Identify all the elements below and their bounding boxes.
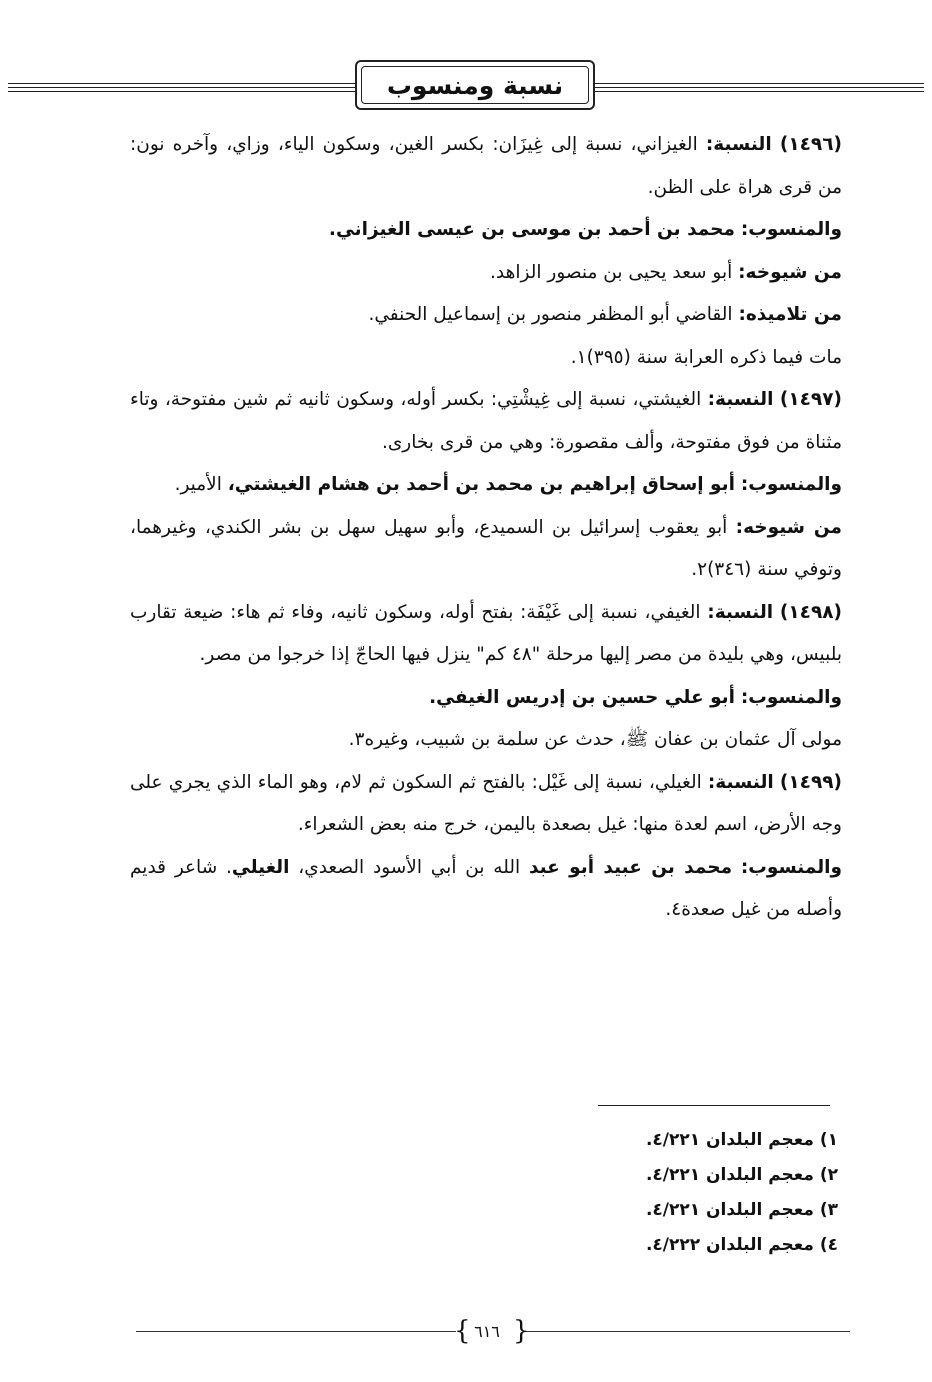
footnote-separator <box>598 1105 830 1106</box>
mansub-name: أبو إسحاق إبراهيم بن محمد بن أحمد بن هشام الغيشتي، <box>227 474 735 495</box>
footnote-1: ١) معجم البلدان ٤/٢٢١. <box>645 1130 838 1150</box>
mansub-name: محمد بن أحمد بن موسى بن عيسى الغيزاني. <box>328 219 735 240</box>
talamidh-label: من تلاميذه: <box>738 304 842 325</box>
mansub-after: . شاعر قديم وأصله من غيل صعدة٤. <box>130 856 842 920</box>
title-frame <box>355 60 595 110</box>
nisba-text: الغيلي، نسبة إلى غَيْل: بالفتح ثم السكون ثم لام، وهو الماء الذي يجري على وجه الأرض، اسم لعدة منها: غيل بصعدة باليمن، خرج منه بعض الشعراء. <box>130 771 842 835</box>
shuyukh-text: أبو يعقوب إسرائيل بن السميدع، وأبو سهيل سهل بن بشر الكندي، وغيرهما، وتوفي سنة (٣٤٦)٢. <box>130 516 842 580</box>
nisba-text: الغيشتي، نسبة إلى غِيشْتِي: بكسر أوله، وسكون ثانيه ثم شين مفتوحة، وتاء مثناة من فوق مفتوحة، وألف مقصورة: وهي من قرى بخارى. <box>130 389 842 453</box>
footer-rule <box>525 1331 850 1332</box>
footer-rule <box>136 1331 456 1332</box>
entry-1497-nisba <box>130 379 842 464</box>
nisba-label: النسبة: <box>705 134 772 155</box>
left-brace-ornament: { <box>454 1316 471 1346</box>
footnote-3: ٣) معجم البلدان ٤/٢٢١. <box>645 1200 838 1220</box>
entry-1497-shuyukh <box>130 507 842 592</box>
main-text <box>130 124 842 932</box>
shuyukh-label: من شيوخه: <box>738 261 842 283</box>
footnote-2: ٢) معجم البلدان ٤/٢٢١. <box>645 1165 838 1185</box>
entry-number: (١٤٩٩) <box>779 771 843 793</box>
entry-1499-nisba <box>130 762 842 847</box>
mansub-name: محمد بن عبيد أبو عبد <box>528 856 733 878</box>
entry-1496-talamidh <box>130 294 842 337</box>
page-footer <box>0 1318 932 1348</box>
nisba-label: النسبة: <box>707 771 774 793</box>
entry-1498-extra: مولى آل عثمان بن عفان ﷺ، حدث عن سلمة بن شبيب، وغيره٣. <box>348 729 842 750</box>
shuyukh-label: من شيوخه: <box>735 516 842 538</box>
footnote-4: ٤) معجم البلدان ٤/٢٢٢. <box>645 1235 838 1255</box>
nisba-text: الغيزاني، نسبة إلى غِيزَان: بكسر الغين، وسكون الياء، وزاي، وآخره نون: من قرى هراة على الظن. <box>130 134 842 198</box>
mansub-label: والمنسوب: <box>740 686 842 708</box>
mansub-mid: الله بن أبي الأسود الصعدي، <box>298 856 521 878</box>
mansub-after: الأمير. <box>174 474 222 495</box>
mansub-name: أبو علي حسين بن إدريس الغيفي. <box>429 686 735 708</box>
page-number: ٦١٦ <box>474 1322 500 1341</box>
entry-1496-death: مات فيما ذكره العرابة سنة (٣٩٥)١. <box>570 346 842 368</box>
mansub-label: والمنسوب: <box>740 474 842 495</box>
shuyukh-text: أبو سعد يحيى بن منصور الزاهد. <box>490 261 733 283</box>
nisba-text: الغيفي، نسبة إلى غَيْفَة: بفتح أوله، وسكون ثانيه، وفاء ثم هاء: ضيعة تقارب بلبيس، وهي بليدة من مصر إليها مرحلة "٤٨ كم" ينزل فيها الحاجّ إذا خرجوا من مصر. <box>130 601 842 665</box>
mansub-label: والمنسوب: <box>740 856 843 878</box>
nisba-label: النسبة: <box>707 601 774 623</box>
footnotes <box>300 1123 838 1263</box>
entry-1498-nisba <box>130 592 842 677</box>
entry-number: (١٤٩٦) <box>779 134 842 155</box>
nisba-label: النسبة: <box>707 389 774 410</box>
entry-number: (١٤٩٧) <box>779 389 842 410</box>
page-header <box>0 56 932 116</box>
entry-number: (١٤٩٨) <box>779 601 843 623</box>
mansub-nisba: الغيلي <box>231 856 290 878</box>
entry-1496-mansub <box>130 209 842 252</box>
mansub-label: والمنسوب: <box>740 219 842 240</box>
entry-1496-nisba <box>130 124 842 209</box>
running-title: نسبة ومنسوب <box>386 71 564 100</box>
talamidh-text: القاضي أبو المظفر منصور بن إسماعيل الحنفي. <box>368 304 733 325</box>
entry-1496-shuyukh <box>130 252 842 295</box>
entry-1497-mansub <box>130 464 842 507</box>
entry-1499-mansub <box>130 847 842 932</box>
right-brace-ornament: } <box>513 1316 530 1346</box>
entry-1498-mansub <box>130 677 842 720</box>
